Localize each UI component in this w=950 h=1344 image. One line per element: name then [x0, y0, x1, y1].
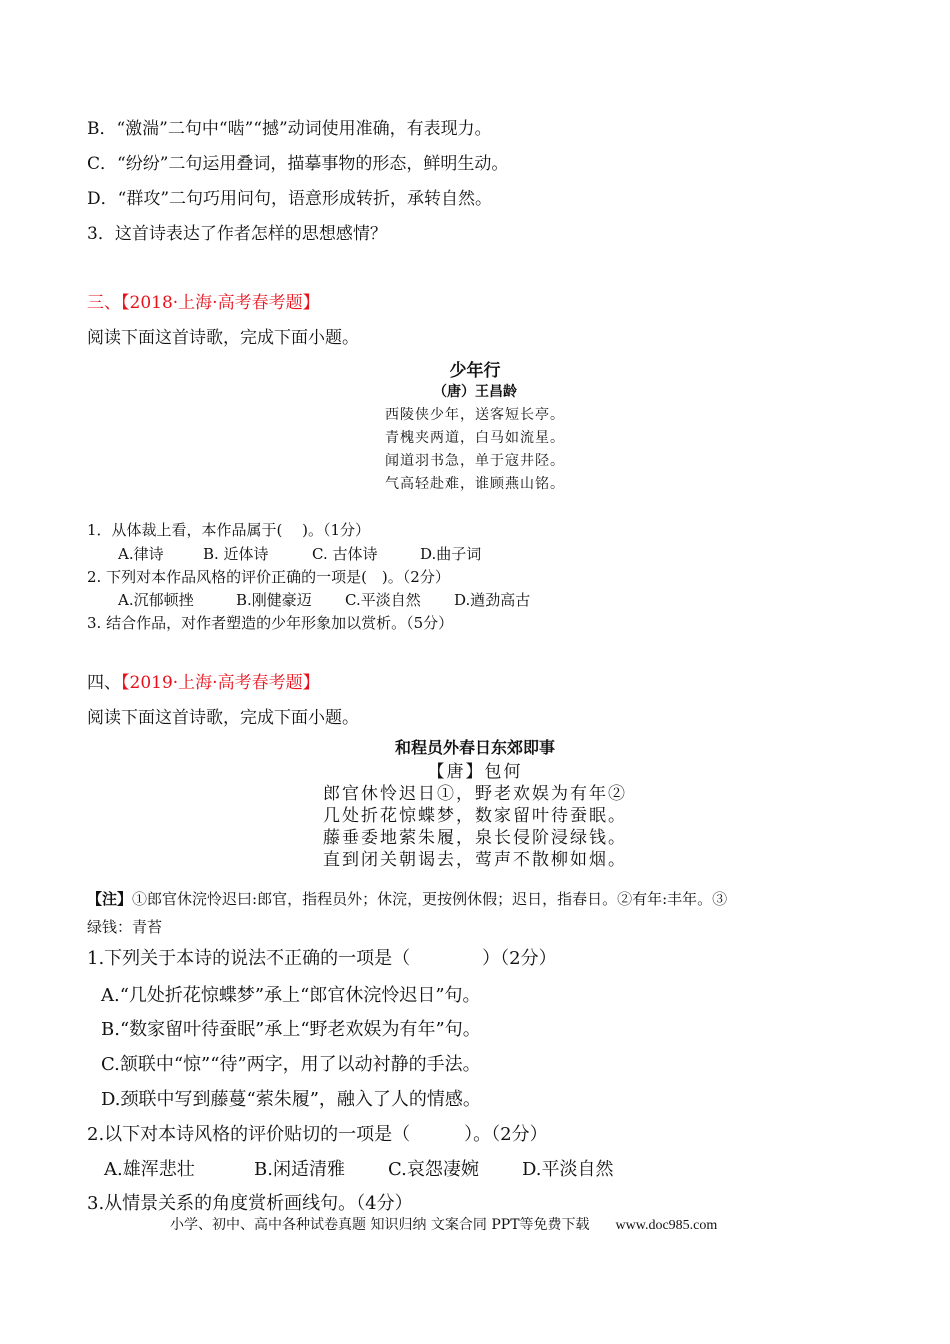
section3-q2: 2. 下列对本作品风格的评价正确的一项是( )。（2分）: [87, 568, 450, 586]
section3-q1-option: A.律诗: [118, 545, 164, 563]
section4-heading: [87, 668, 320, 693]
page-footer: [170, 1214, 717, 1234]
section3-poem-author: （唐）王昌龄: [433, 384, 517, 400]
section4-q1-option: A.“几处折花惊蝶梦”承上“郎官休浣怜迟日”句。: [101, 985, 481, 1006]
section3-q2-option: D.遒劲高古: [454, 591, 531, 609]
note-text: ①郎官休浣怜迟曰:郎官，指程员外；休浣，更按例休假；迟日，指春日。②有年:丰年。③: [132, 890, 728, 908]
option-c: C．“纷纷”二句运用叠词，描摹事物的形态，鲜明生动。: [87, 154, 509, 174]
footer-url-link[interactable]: www.doc985.com: [615, 1218, 718, 1233]
section3-prefix: 三、: [87, 293, 121, 313]
option-d: D．“群攻”二句巧用问句，语意形成转折，承转自然。: [87, 189, 493, 209]
section4-q3: 3.从情景关系的角度赏析画线句。（4分）: [87, 1193, 413, 1214]
section4-q2-option: B.闲适清雅: [254, 1159, 345, 1180]
section3-instruction: 阅读下面这首诗歌，完成下面小题。: [87, 328, 359, 348]
section4-instruction: 阅读下面这首诗歌，完成下面小题。: [87, 708, 359, 728]
section3-poem-line: 闻道羽书急，单于寇井陉。: [385, 453, 565, 469]
section3-poem-line: 气高轻赴难，谁顾燕山铭。: [385, 476, 565, 492]
section3-poem-line: 青槐夹两道，白马如流星。: [385, 430, 565, 446]
section4-tag: 【2019·上海·高考春考题】: [121, 673, 320, 693]
section3-q1-option: C. 古体诗: [312, 545, 378, 563]
section4-poem-title: 和程员外春日东郊即事: [394, 738, 555, 757]
section4-q2-option: A.雄浑悲壮: [104, 1159, 195, 1180]
section4-poem-line: 藤垂委地萦朱履，泉长侵阶浸绿钱。: [323, 828, 627, 848]
section4-poem-line: 郎官休怜迟日①，野老欢娱为有年②: [323, 784, 627, 804]
note-label: 【注】: [87, 890, 133, 908]
section4-prefix: 四、: [87, 673, 121, 693]
section4-q1-option: C.颔联中“惊”“待”两字，用了以动衬静的手法。: [101, 1054, 481, 1075]
question-3: 3．这首诗表达了作者怎样的思想感情？: [87, 224, 387, 244]
section3-q1-option: D.曲子词: [420, 545, 482, 563]
section4-q2: 2.以下对本诗风格的评价贴切的一项是（ ）。（2分）: [87, 1124, 548, 1145]
option-b: B．“激湍”二句中“啮”“撼”动词使用准确，有表现力。: [87, 119, 492, 139]
section4-poem-line: 几处折花惊蝶梦，数家留叶待蚕眠。: [323, 806, 627, 826]
section4-note: [87, 888, 727, 909]
section3-heading: [87, 288, 320, 313]
section3-q2-option: C.平淡自然: [345, 591, 421, 609]
section3-q1-option: B. 近体诗: [203, 545, 269, 563]
section4-q1: 1.下列关于本诗的说法不正确的一项是（ ）（2分）: [87, 948, 557, 969]
section4-q2-option: C.哀怨凄婉: [388, 1159, 479, 1180]
section3-q3: 3. 结合作品，对作者塑造的少年形象加以赏析。（5分）: [87, 614, 454, 632]
section4-q1-option: D.颈联中写到藤蔓“萦朱履”，融入了人的情感。: [101, 1089, 481, 1110]
section4-poem-line: 直到闭关朝谒去，莺声不散柳如烟。: [323, 850, 627, 870]
footer-text: 小学、初中、高中各种试卷真题 知识归纳 文案合同 PPT等免费下载: [170, 1217, 590, 1233]
section4-q1-option: B.“数家留叶待蚕眠”承上“野老欢娱为有年”句。: [101, 1019, 481, 1040]
section4-note-cont: 绿钱：青苔: [87, 918, 163, 936]
section3-q2-option: A.沉郁顿挫: [118, 591, 194, 609]
section3-q1: 1．从体裁上看，本作品属于( )。（1分）: [87, 521, 371, 539]
section4-q2-option: D.平淡自然: [522, 1159, 614, 1180]
section3-poem-title: 少年行: [449, 361, 501, 381]
section4-poem-author: 【唐】包何: [427, 762, 523, 782]
section3-q2-option: B.刚健豪迈: [236, 591, 312, 609]
section3-tag: 【2018·上海·高考春考题】: [121, 293, 320, 313]
section3-poem-line: 西陵侠少年，送客短长亭。: [385, 407, 565, 423]
